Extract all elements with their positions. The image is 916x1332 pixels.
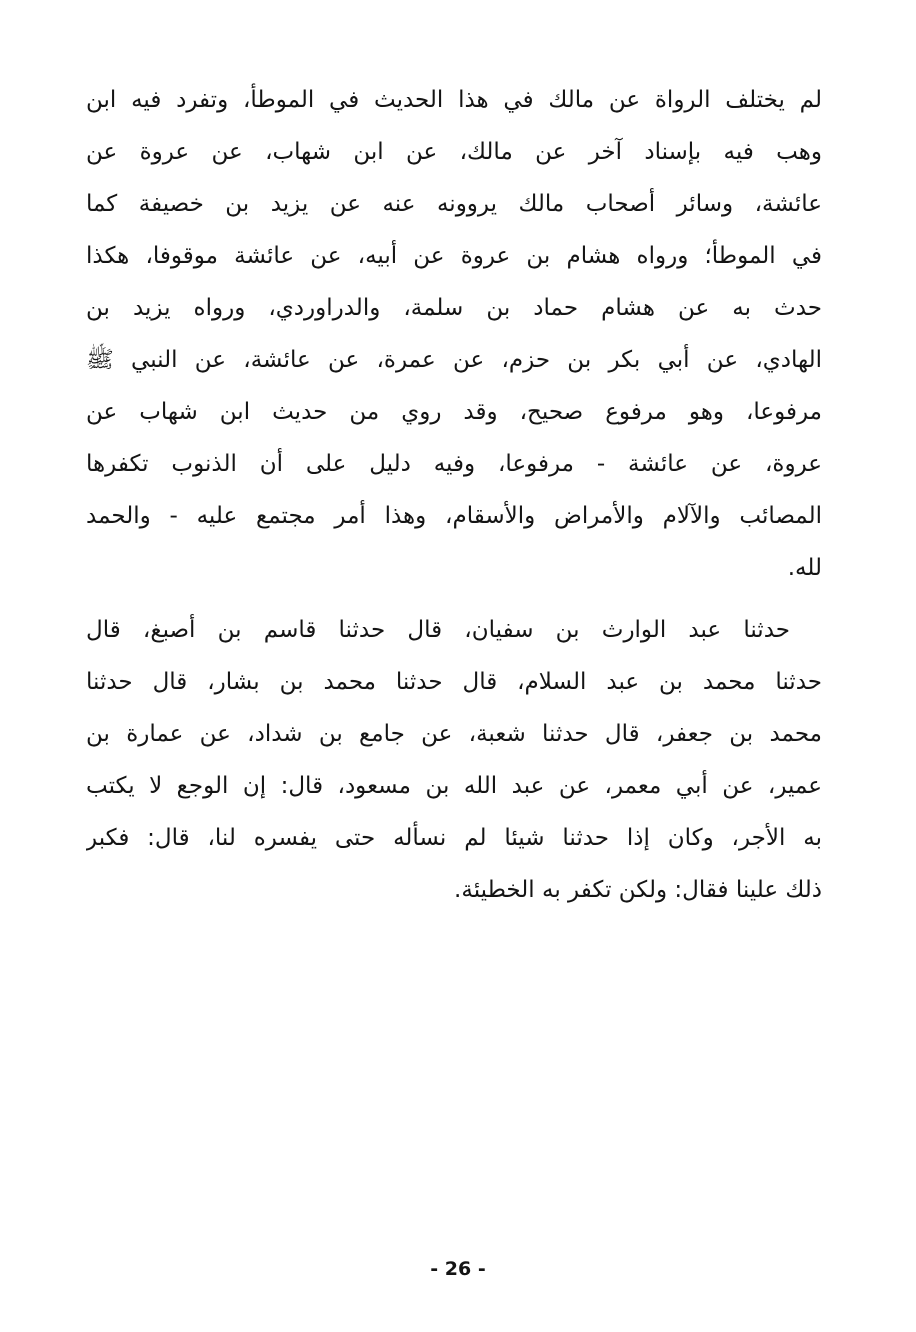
text-line: وهب فيه بإسناد آخر عن مالك، عن ابن شهاب، عن عروة عن <box>86 139 822 165</box>
text-line: به الأجر، وكان إذا حدثنا شيئا لم نسأله حتى يفسره لنا، قال: فكبر <box>86 825 822 851</box>
text-line: حدثنا عبد الوارث بن سفيان، قال حدثنا قاسم بن أصبغ، قال <box>86 617 790 643</box>
paragraph-2 <box>86 604 822 916</box>
text-line: لله. <box>787 555 822 581</box>
text-line: حدث به عن هشام حماد بن سلمة، والدراوردي، ورواه يزيد بن <box>86 295 822 321</box>
text-line: لم يختلف الرواة عن مالك في هذا الحديث في الموطأ، وتفرد فيه ابن <box>86 87 822 113</box>
text-line: ذلك علينا فقال: ولكن تكفر به الخطيئة. <box>454 877 822 903</box>
text-line: مرفوعا، وهو مرفوع صحيح، وقد روي من حديث ابن شهاب عن <box>86 399 822 425</box>
page-number: - 26 - <box>430 1258 486 1280</box>
text-line: عروة، عن عائشة - مرفوعا، وفيه دليل على أن الذنوب تكفرها <box>86 451 822 477</box>
text-line: في الموطأ؛ ورواه هشام بن عروة عن أبيه، عن عائشة موقوفا، هكذا <box>86 243 822 269</box>
text-line: المصائب والآلام والأمراض والأسقام، وهذا أمر مجتمع عليه - والحمد <box>86 503 822 529</box>
paragraph-1 <box>86 74 822 594</box>
text-line: محمد بن جعفر، قال حدثنا شعبة، عن جامع بن شداد، عن عمارة بن <box>86 721 822 747</box>
text-line: حدثنا محمد بن عبد السلام، قال حدثنا محمد بن بشار، قال حدثنا <box>86 669 822 695</box>
text-line: عمير، عن أبي معمر، عن عبد الله بن مسعود، قال: إن الوجع لا يكتب <box>86 773 822 799</box>
text-line: الهادي، عن أبي بكر بن حزم، عن عمرة، عن عائشة، عن النبي ﷺ <box>86 347 822 373</box>
text-line: عائشة، وسائر أصحاب مالك يروونه عنه عن يزيد بن خصيفة كما <box>86 191 822 217</box>
